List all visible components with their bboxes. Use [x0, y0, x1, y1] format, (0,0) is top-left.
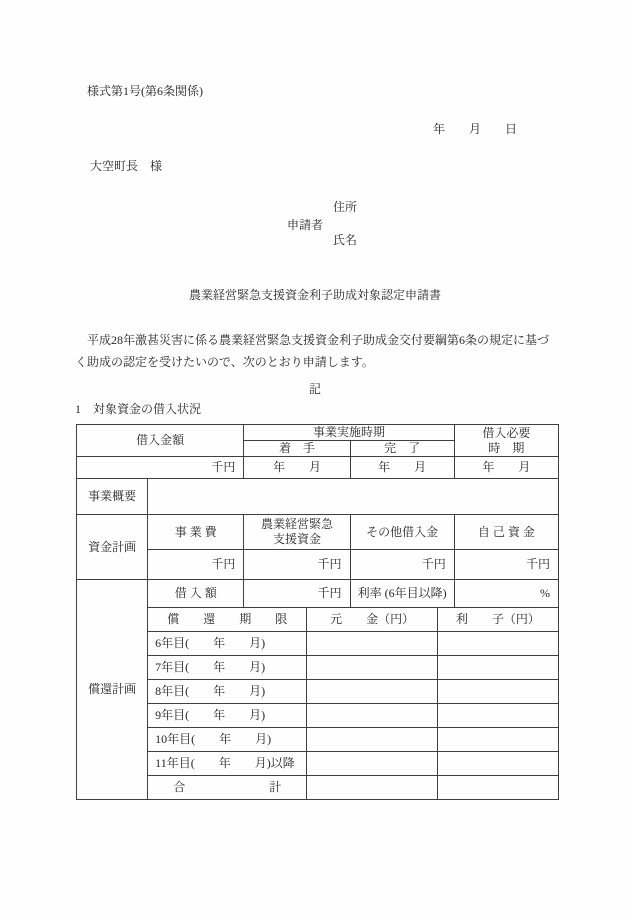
repayment-row-year7-label: 7年目( 年 月)	[148, 656, 307, 680]
fund-plan-label-cell: 資金計画	[77, 515, 148, 580]
body-line-1: 平成28年激甚災害に係る農業経営緊急支援資金利子助成金交付要綱第6条の規定に基づ	[75, 333, 550, 347]
repayment-row-total-label: 合 計	[148, 776, 307, 800]
repayment-row-year9-principal-cell	[307, 704, 437, 728]
completion-header-cell: 完 了	[350, 441, 454, 457]
repayment-row-year7-principal-cell	[307, 656, 437, 680]
repayment-row-year6-interest-cell	[437, 632, 558, 656]
own-fund-header-cell: 自 己 資 金	[454, 515, 558, 550]
repayment-row-year10-interest-cell	[437, 728, 558, 752]
loan-amount-header-cell: 借入金額	[77, 425, 244, 457]
applicant-label: 申請者	[287, 218, 324, 232]
repayment-row-year11-interest-cell	[437, 752, 558, 776]
other-loan-header-cell: その他借入金	[350, 515, 454, 550]
business-summary-input-cell	[148, 479, 559, 515]
repayment-row-year8-interest-cell	[437, 680, 558, 704]
body-paragraph	[75, 329, 559, 373]
addressee: 大空町長 様	[90, 159, 163, 173]
applicant-name-label: 氏名	[333, 233, 358, 247]
repayment-plan-label-cell: 償還計画	[77, 580, 148, 800]
completion-yearmonth-cell: 年 月	[350, 457, 454, 479]
applicant-address-label: 住所	[333, 200, 358, 214]
section1-heading: 1 対象資金の借入状況	[75, 402, 202, 416]
repayment-row-year11-label: 11年目( 年 月)以降	[148, 752, 307, 776]
other-loan-unit-cell: 千円	[350, 550, 454, 580]
loan-amount-unit-cell: 千円	[77, 457, 244, 479]
repayment-loan-amount-unit-cell: 千円	[244, 580, 350, 608]
repayment-row-total-interest-cell	[437, 776, 558, 800]
repayment-row-year9-label: 9年目( 年 月)	[148, 704, 307, 728]
date-line: 年 月 日	[433, 122, 518, 136]
start-yearmonth-cell: 年 月	[244, 457, 350, 479]
record-mark: 記	[308, 382, 321, 396]
repayment-row-year8-principal-cell	[307, 680, 437, 704]
term-header-cell: 償 還 期 限	[148, 608, 307, 632]
repayment-row-year10-label: 10年目( 年 月)	[148, 728, 307, 752]
business-summary-label-cell: 事業概要	[77, 479, 148, 515]
loan-status-table	[76, 424, 559, 800]
emergency-fund-line1: 農業経営緊急	[260, 517, 333, 531]
repayment-row-year8-label: 8年目( 年 月)	[148, 680, 307, 704]
business-cost-header-cell: 事 業 費	[148, 515, 244, 550]
principal-header-cell: 元 金（円）	[307, 608, 437, 632]
repayment-row-year11-principal-cell	[307, 752, 437, 776]
own-fund-unit-cell: 千円	[454, 550, 558, 580]
emergency-fund-header-cell	[244, 515, 350, 550]
needed-period-line2: 時 期	[488, 440, 525, 455]
interest-header-cell: 利 子（円）	[437, 608, 558, 632]
repayment-loan-amount-label-cell: 借 入 額	[148, 580, 244, 608]
implementation-period-header-cell: 事業実施時期	[244, 425, 454, 441]
repayment-row-year10-principal-cell	[307, 728, 437, 752]
interest-rate-unit-cell: %	[454, 580, 558, 608]
needed-period-line1: 借入必要	[482, 425, 531, 440]
business-cost-unit-cell: 千円	[148, 550, 244, 580]
form-number: 様式第1号(第6条関係)	[87, 84, 203, 98]
interest-rate-label-cell: 利率 (6年目以降)	[350, 580, 454, 608]
repayment-row-year6-label: 6年目( 年 月)	[148, 632, 307, 656]
repayment-row-year7-interest-cell	[437, 656, 558, 680]
needed-period-header-cell	[454, 425, 558, 457]
emergency-fund-line2: 支援資金	[272, 532, 321, 546]
needed-yearmonth-cell: 年 月	[454, 457, 558, 479]
repayment-row-year6-principal-cell	[307, 632, 437, 656]
repayment-row-year9-interest-cell	[437, 704, 558, 728]
repayment-row-total-principal-cell	[307, 776, 437, 800]
document-title: 農業経営緊急支援資金利子助成対象認定申請書	[188, 288, 441, 302]
body-line-2: く助成の認定を受けたいので、次のとおり申請します。	[75, 355, 374, 369]
emergency-fund-unit-cell: 千円	[244, 550, 350, 580]
start-header-cell: 着 手	[244, 441, 350, 457]
